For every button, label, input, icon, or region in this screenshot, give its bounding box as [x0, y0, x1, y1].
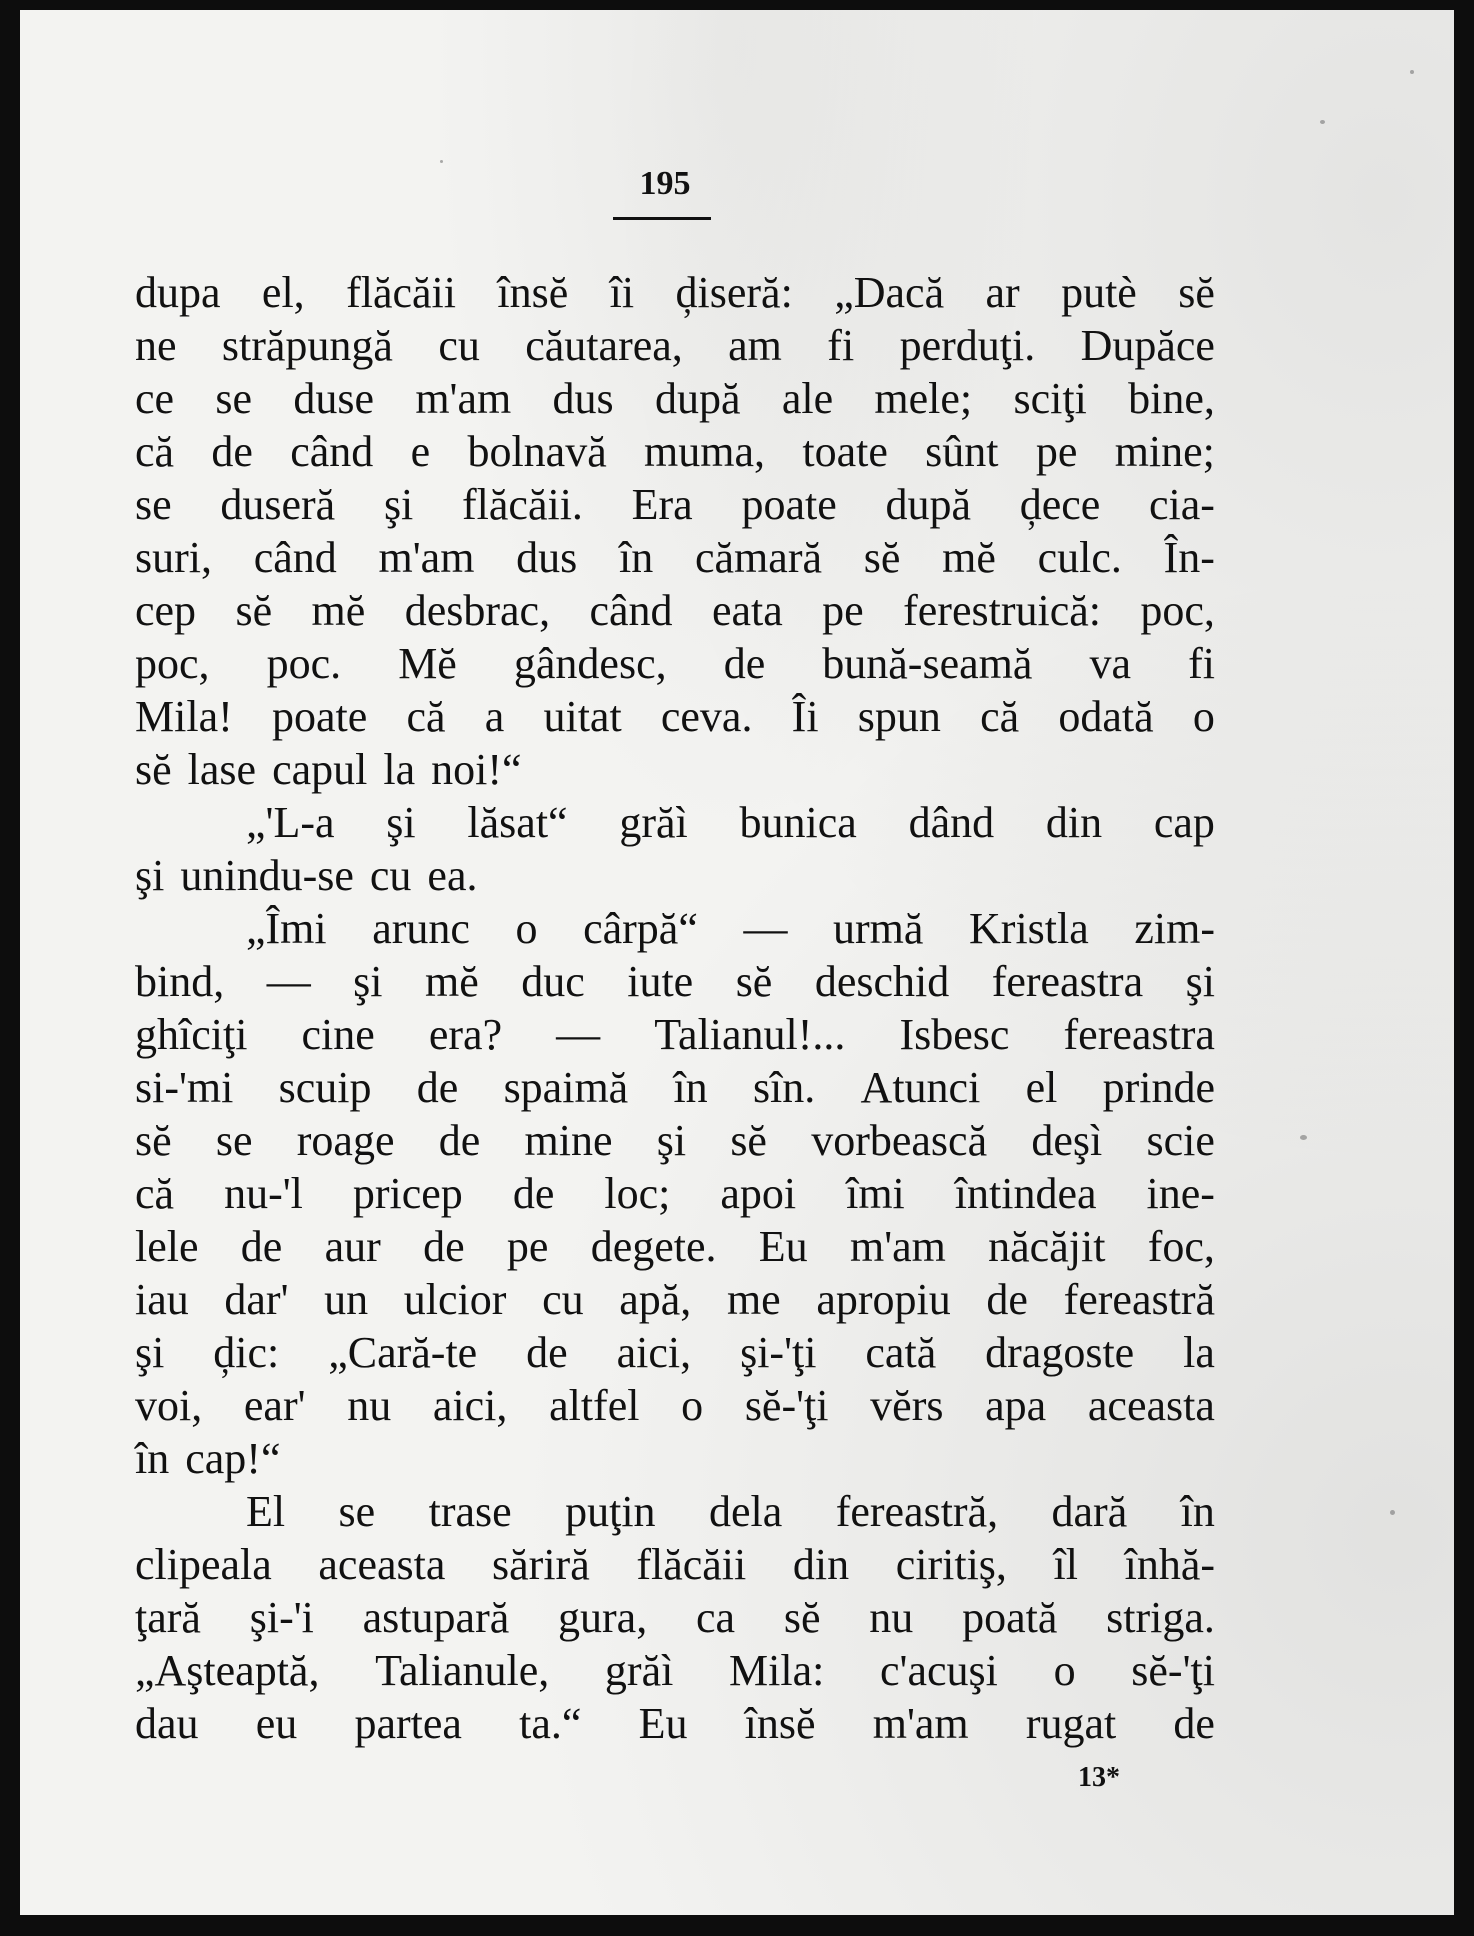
word: aceasta: [1087, 1381, 1215, 1430]
word: si-'mi: [135, 1063, 234, 1112]
text-line: [135, 849, 1215, 902]
word: ulcior: [403, 1275, 507, 1324]
word: am: [728, 321, 782, 370]
word: muma,: [644, 427, 766, 476]
word: sĕ: [235, 586, 273, 635]
word: m'am: [378, 533, 475, 582]
word: ghîciţi: [135, 1010, 248, 1059]
word: flăcăii: [636, 1540, 747, 1589]
word: de: [512, 1169, 555, 1218]
word: urmă: [833, 904, 924, 953]
text-line: [135, 902, 1215, 955]
word: prinde: [1102, 1063, 1215, 1112]
word: de: [423, 1222, 465, 1271]
word: m'am: [849, 1222, 946, 1271]
word: flăcăii: [346, 268, 456, 317]
word: m'am: [415, 374, 512, 423]
word: Era: [631, 480, 693, 529]
printer-signature: 13*: [1078, 1762, 1120, 1793]
word: roage: [296, 1116, 395, 1165]
word: întindea: [954, 1169, 1097, 1218]
word: că: [135, 1169, 175, 1218]
word: eu: [255, 1699, 298, 1748]
word: scie: [1146, 1116, 1215, 1165]
word: Dupăce: [1080, 321, 1215, 370]
word: cu: [438, 321, 480, 370]
word: că: [980, 692, 1020, 741]
word: dupa: [135, 268, 221, 317]
word: degete.: [590, 1222, 717, 1271]
word: bună-seamă: [822, 639, 1033, 688]
word: ḑece: [1019, 480, 1101, 529]
word: Isbesc: [899, 1010, 1010, 1059]
word: îi: [609, 268, 635, 317]
word: „Dacă: [834, 268, 945, 317]
word: puţin: [565, 1487, 656, 1536]
text-line: [135, 1008, 1215, 1061]
word: dela: [708, 1487, 783, 1536]
word: şi: [386, 798, 416, 847]
word: şi: [656, 1116, 687, 1165]
text-line: [135, 425, 1215, 478]
word: un: [324, 1275, 369, 1324]
word: cap!“: [185, 1434, 281, 1483]
word: gura,: [558, 1593, 648, 1642]
word: se: [215, 374, 253, 423]
word: dară: [1051, 1487, 1128, 1536]
word: sûnt: [925, 427, 999, 476]
word: el,: [261, 268, 305, 317]
word: apropiu: [816, 1275, 951, 1324]
word: c'acuşi: [880, 1646, 998, 1695]
word: şi: [353, 957, 383, 1006]
word: flăcăii.: [462, 480, 583, 529]
word: „Îmi: [246, 904, 327, 953]
word: gândesc,: [513, 639, 667, 688]
word: sĕ: [135, 745, 172, 794]
word: ḑic:: [213, 1328, 280, 1377]
word: de: [211, 427, 253, 476]
word: mĕ: [311, 586, 366, 635]
word: sîn.: [752, 1063, 816, 1112]
word: lăsat“: [467, 798, 568, 847]
word: de: [1173, 1699, 1215, 1748]
word: poc.: [266, 639, 342, 688]
word: unindu-se: [180, 851, 354, 900]
word: scuip: [278, 1063, 372, 1112]
text-line: [135, 478, 1215, 531]
word: pricep: [352, 1169, 463, 1218]
word: odată: [1058, 692, 1154, 741]
text-line: [135, 955, 1215, 1008]
word: după: [885, 480, 971, 529]
word: cep: [135, 586, 197, 635]
text-line: [135, 531, 1215, 584]
word: poate: [741, 480, 837, 529]
word: aur: [324, 1222, 381, 1271]
word: dragoste: [985, 1328, 1135, 1377]
word: perduţi.: [899, 321, 1036, 370]
scan-speck: [440, 160, 443, 163]
word: bunica: [739, 798, 857, 847]
word: o: [515, 904, 538, 953]
book-page: [20, 10, 1454, 1915]
word: cu: [542, 1275, 584, 1324]
word: în: [673, 1063, 708, 1112]
word: Kristla: [969, 904, 1089, 953]
word: fereastra: [991, 957, 1144, 1006]
word: Îi: [791, 692, 819, 741]
page-number: 195: [639, 165, 691, 202]
word: mine;: [1114, 427, 1215, 476]
word: mine: [524, 1116, 613, 1165]
word: „Cară-te: [328, 1328, 478, 1377]
word: apa: [985, 1381, 1047, 1430]
text-line: [135, 1167, 1215, 1220]
word: ta.“: [519, 1699, 582, 1748]
word: deschid: [814, 957, 950, 1006]
word: după: [654, 374, 741, 423]
word: —: [556, 1010, 601, 1059]
text-line: [135, 1432, 1215, 1485]
word: Mila!: [135, 692, 233, 741]
word: cârpă“: [583, 904, 698, 953]
word: el: [1025, 1063, 1058, 1112]
word: nu: [869, 1593, 914, 1642]
word: a: [484, 692, 505, 741]
scan-speck: [1410, 70, 1414, 74]
word: aceasta: [318, 1540, 446, 1589]
word: însĕ: [497, 268, 569, 317]
word: căutarea,: [525, 321, 683, 370]
word: că: [406, 692, 446, 741]
word: grăì: [604, 1646, 674, 1695]
word: că: [135, 427, 175, 476]
word: ale: [781, 374, 834, 423]
word: duc: [521, 957, 585, 1006]
word: o: [1053, 1646, 1076, 1695]
text-line: [135, 266, 1215, 319]
word: o: [1192, 692, 1215, 741]
word: poc,: [1140, 586, 1215, 635]
word: pe: [1035, 427, 1078, 476]
word: eata: [711, 586, 783, 635]
word: sĕ: [135, 1116, 172, 1165]
word: sĕ: [783, 1593, 821, 1642]
word: cu: [369, 851, 412, 900]
word: sciţi: [1013, 374, 1087, 423]
text-line: [135, 584, 1215, 637]
word: fereastra: [1063, 1010, 1215, 1059]
text-line: [135, 1220, 1215, 1273]
word: clipeala: [135, 1540, 272, 1589]
word: spun: [857, 692, 941, 741]
word: „Aşteaptă,: [135, 1646, 320, 1695]
word: şi-'i: [249, 1593, 314, 1642]
word: dus: [516, 533, 578, 582]
word: de: [416, 1063, 459, 1112]
text-line: [135, 1061, 1215, 1114]
word: pe: [506, 1222, 549, 1271]
word: grăì: [619, 798, 688, 847]
word: sĕ-'ţi: [1131, 1646, 1215, 1695]
word: mele;: [874, 374, 973, 423]
word: partea: [354, 1699, 462, 1748]
word: m'am: [872, 1699, 969, 1748]
word: ne: [135, 321, 177, 370]
word: bine,: [1128, 374, 1215, 423]
text-line: [135, 1644, 1215, 1697]
word: astupară: [362, 1593, 510, 1642]
word: fi: [827, 321, 855, 370]
word: în: [619, 533, 654, 582]
word: putè: [1061, 268, 1137, 317]
word: cia-: [1149, 480, 1215, 529]
word: săriră: [492, 1540, 590, 1589]
scan-speck: [1300, 1135, 1307, 1140]
word: fereastră: [1063, 1275, 1215, 1324]
word: rugat: [1025, 1699, 1117, 1748]
word: spaimă: [503, 1063, 629, 1112]
word: sĕ-'ţi: [744, 1381, 829, 1430]
word: de: [240, 1222, 283, 1271]
word: ciritiş,: [895, 1540, 1007, 1589]
word: aici,: [616, 1328, 692, 1377]
word: mĕ: [425, 957, 479, 1006]
word: zim-: [1134, 904, 1215, 953]
word: când: [253, 533, 337, 582]
word: năcăjit: [988, 1222, 1106, 1271]
word: striga.: [1106, 1593, 1215, 1642]
word: când: [290, 427, 374, 476]
scan-speck: [1390, 1510, 1395, 1515]
word: la: [383, 745, 416, 794]
word: ear': [243, 1381, 306, 1430]
word: şi: [1185, 957, 1215, 1006]
word: străpungă: [221, 321, 393, 370]
word: sĕ: [735, 957, 773, 1006]
text-line: [135, 1114, 1215, 1167]
word: arunc: [372, 904, 470, 953]
word: ce: [135, 374, 175, 423]
word: Mila:: [729, 1646, 825, 1695]
word: de: [723, 639, 766, 688]
word: se: [135, 480, 172, 529]
word: ca: [696, 1593, 736, 1642]
word: la: [1183, 1328, 1215, 1377]
page-number-rule: [613, 217, 711, 220]
word: toate: [802, 427, 888, 476]
word: vĕrs: [870, 1381, 944, 1430]
word: poate: [271, 692, 368, 741]
word: cine: [301, 1010, 375, 1059]
word: aici,: [432, 1381, 508, 1430]
word: El: [246, 1487, 286, 1536]
word: se: [215, 1116, 253, 1165]
word: din: [792, 1540, 850, 1589]
word: era?: [428, 1010, 503, 1059]
word: „'L-a: [246, 798, 335, 847]
word: o: [681, 1381, 704, 1430]
word: cămară: [695, 533, 822, 582]
word: lase: [187, 745, 257, 794]
word: Eu: [638, 1699, 688, 1748]
word: când: [589, 586, 673, 635]
word: dând: [908, 798, 995, 847]
word: în: [1180, 1487, 1215, 1536]
word: sĕ: [863, 533, 901, 582]
text-line: [135, 690, 1215, 743]
word: în: [135, 1434, 170, 1483]
word: altfel: [549, 1381, 640, 1430]
word: îl: [1053, 1540, 1078, 1589]
word: poată: [962, 1593, 1058, 1642]
word: Atunci: [860, 1063, 981, 1112]
word: dus: [552, 374, 614, 423]
text-line: [135, 372, 1215, 425]
word: lele: [135, 1222, 199, 1271]
word: fereastră,: [835, 1487, 999, 1536]
word: bolnavă: [467, 427, 607, 476]
word: îmi: [846, 1169, 905, 1218]
word: cap: [1153, 798, 1215, 847]
word: ceva.: [660, 692, 753, 741]
word: de: [986, 1275, 1028, 1324]
word: duseră: [220, 480, 336, 529]
word: vorbească: [811, 1116, 988, 1165]
word: va: [1089, 639, 1131, 688]
body-text: [135, 266, 1215, 1750]
word: Eu: [758, 1222, 808, 1271]
word: Talianule,: [375, 1646, 550, 1695]
text-line: [135, 1326, 1215, 1379]
word: iau: [135, 1275, 189, 1324]
word: bind,: [135, 957, 225, 1006]
word: înhă-: [1124, 1540, 1215, 1589]
text-line: [135, 319, 1215, 372]
word: sĕ: [730, 1116, 767, 1165]
word: desbrac,: [404, 586, 551, 635]
word: de: [526, 1328, 568, 1377]
word: ea.: [427, 851, 478, 900]
word: culc.: [1037, 533, 1122, 582]
text-line: [135, 1591, 1215, 1644]
word: foc,: [1147, 1222, 1215, 1271]
word: Mĕ: [398, 639, 457, 688]
word: din: [1045, 798, 1103, 847]
word: sĕ: [1178, 268, 1215, 317]
word: nu: [347, 1381, 392, 1430]
word: me: [726, 1275, 781, 1324]
word: —: [743, 904, 788, 953]
word: uitat: [543, 692, 622, 741]
word: deşì: [1031, 1116, 1103, 1165]
text-line: [135, 1379, 1215, 1432]
word: apă,: [619, 1275, 692, 1324]
word: poc,: [135, 639, 210, 688]
word: şi: [383, 480, 414, 529]
word: dau: [135, 1699, 199, 1748]
word: Talianul!...: [654, 1010, 846, 1059]
word: cată: [865, 1328, 937, 1377]
text-line: [135, 637, 1215, 690]
word: mĕ: [942, 533, 996, 582]
word: ar: [985, 268, 1020, 317]
word: fi: [1188, 639, 1215, 688]
word: ḑiseră:: [675, 268, 793, 317]
word: În-: [1163, 533, 1215, 582]
word: şi-'ţi: [740, 1328, 817, 1377]
word: loc;: [604, 1169, 671, 1218]
word: suri,: [135, 533, 212, 582]
word: noi!“: [431, 745, 522, 794]
word: voi,: [135, 1381, 203, 1430]
word: pe: [822, 586, 864, 635]
word: de: [438, 1116, 481, 1165]
text-line: [135, 1538, 1215, 1591]
text-line: [135, 796, 1215, 849]
word: capul: [272, 745, 368, 794]
word: nu-'l: [224, 1169, 303, 1218]
text-line: [135, 1485, 1215, 1538]
word: însĕ: [744, 1699, 816, 1748]
word: ferestruică:: [903, 586, 1101, 635]
word: şi: [135, 1328, 165, 1377]
text-line: [135, 743, 1215, 796]
word: iute: [627, 957, 694, 1006]
text-line: [135, 1697, 1215, 1750]
word: şi: [135, 851, 165, 900]
word: —: [266, 957, 311, 1006]
word: dar': [224, 1275, 289, 1324]
word: se: [338, 1487, 376, 1536]
scan-speck: [1320, 120, 1325, 124]
word: trase: [428, 1487, 512, 1536]
word: apoi: [720, 1169, 797, 1218]
word: ine-: [1146, 1169, 1215, 1218]
word: e: [410, 427, 431, 476]
word: ţară: [135, 1593, 201, 1642]
word: duse: [293, 374, 374, 423]
text-line: [135, 1273, 1215, 1326]
